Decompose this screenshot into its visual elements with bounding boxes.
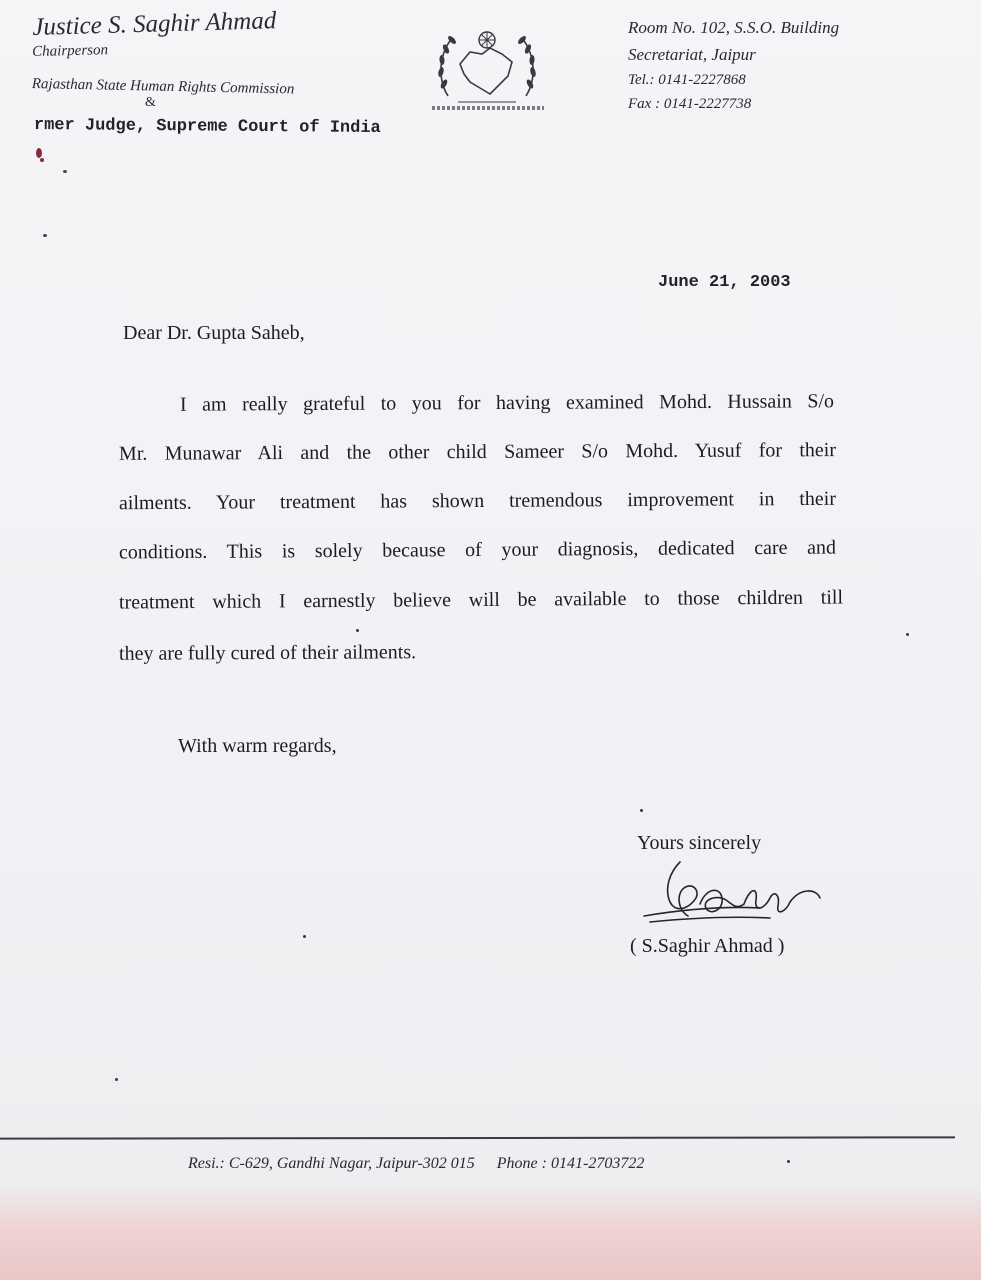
ink-smudge <box>36 148 42 158</box>
ink-smudge <box>43 234 47 237</box>
closing: With warm regards, <box>178 735 337 757</box>
salutation: Dear Dr. Gupta Saheb, <box>123 322 305 344</box>
body-line: conditions. This is solely because of your diagnosis, dedicated care and <box>118 536 837 564</box>
letterhead-ampersand: & <box>145 95 156 110</box>
footer-contact <box>188 1155 644 1173</box>
body-line: I am really grateful to you for having examined Mohd. Hussain S/o <box>179 390 835 416</box>
paper-speck <box>906 633 909 636</box>
body-line: treatment which I earnestly believe will be available to those children till <box>118 586 844 614</box>
paper-speck <box>115 1078 118 1081</box>
emblem-caption <box>432 106 544 110</box>
sign-off: Yours sincerely <box>637 832 762 854</box>
address-telephone: Tel.: 0141-2227868 <box>628 72 746 88</box>
letter-date: June 21, 2003 <box>658 273 791 292</box>
ink-smudge <box>63 170 67 173</box>
address-room: Room No. 102, S.S.O. Building <box>628 18 840 37</box>
letterhead-commission: Rajasthan State Human Rights Commission <box>31 76 295 98</box>
letterhead-title: Chairperson <box>32 42 109 60</box>
letterhead-former-post: rmer Judge, Supreme Court of India <box>33 116 381 139</box>
paper-edge-tint <box>0 1185 981 1280</box>
footer-residence: Resi.: C-629, Gandhi Nagar, Jaipur-302 015 <box>188 1155 475 1172</box>
letterhead-name: Justice S. Saghir Ahmad <box>32 7 277 41</box>
body-line: they are fully cured of their ailments. <box>118 641 417 665</box>
address-secretariat: Secretariat, Jaipur <box>628 45 756 64</box>
signatory-name: ( S.Saghir Ahmad ) <box>630 935 785 957</box>
ink-smudge <box>40 158 44 162</box>
address-fax: Fax : 0141-2227738 <box>628 96 752 112</box>
body-line: ailments. Your treatment has shown tremendous improvement in their <box>118 487 837 515</box>
paper-speck <box>356 629 359 632</box>
paper-speck <box>787 1160 790 1163</box>
paper-speck <box>640 809 643 812</box>
footer-phone: Phone : 0141-2703722 <box>496 1155 645 1172</box>
handwritten-signature <box>640 858 830 938</box>
commission-emblem-icon <box>430 18 544 118</box>
body-line: Mr. Munawar Ali and the other child Sameer S/o Mohd. Yusuf for their <box>118 439 837 465</box>
paper-speck <box>303 935 306 938</box>
